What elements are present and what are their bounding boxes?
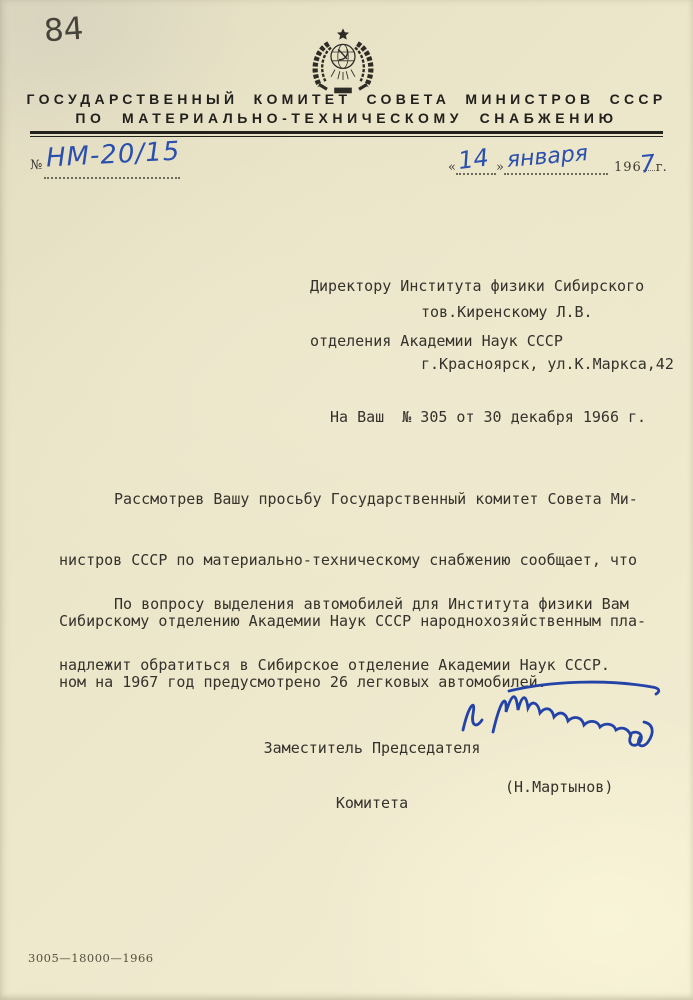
recipient-person: тов.Киренскому Л.В. [421, 303, 593, 321]
date-close-quote: » [495, 160, 504, 175]
letterhead-line2: ПО МАТЕРИАЛЬНО-ТЕХНИЧЕСКОМУ СНАБЖЕНИЮ [75, 110, 618, 126]
date-day-dotted-line [456, 143, 496, 175]
print-code: 3005—18000—1966 [28, 951, 154, 965]
recipient-address: г.Красноярск, ул.К.Маркса,42 [421, 355, 674, 373]
body-p1-line3: Сибирскому отделению Академии Наук СССР народнохозяйственным пла- [59, 612, 646, 630]
date-year-printed [613, 149, 658, 179]
date-month-dotted-line [504, 141, 608, 175]
archival-number-handwritten: 84 [42, 10, 85, 50]
date-open-quote: « [448, 160, 456, 175]
body-p1-line1: Рассмотрев Вашу просьбу Государственный комитет Совета Ми- [114, 490, 638, 508]
letterhead-rule [30, 131, 663, 137]
reference-number-label: № [30, 158, 43, 173]
signer-name: (Н.Мартынов) [505, 778, 614, 796]
date-day-handwritten: 14 [456, 143, 491, 175]
signature-ink [455, 672, 677, 756]
signer-title-line1: Заместитель Председателя [263, 739, 481, 757]
star-icon [337, 28, 349, 39]
signer-title [258, 703, 486, 831]
body-p2-line2: надлежит обратиться в Сибирское отделение Академии Наук СССР. [59, 656, 610, 674]
date-year-suffix: г. [655, 160, 667, 175]
reference-number-handwritten: НМ-20/15 [45, 136, 181, 174]
recipient-line1: Директору Института физики Сибирского [310, 277, 645, 295]
reference-dotted-line [44, 176, 180, 179]
letterhead [18, 90, 675, 128]
body-p1-line2: нистров СССР по материально-техническому снабжению сообщает, что [59, 551, 637, 569]
recipient-line2: отделения Академии Наук СССР [310, 332, 563, 350]
date-month-handwritten: января [505, 141, 589, 173]
body-p1-line4: ном на 1967 год предусмотрено 26 легковых автомобилей. [59, 673, 547, 691]
subject-line: На Ваш № 305 от 30 декабря 1966 г. [330, 408, 647, 426]
date-year-prefix: 196 [613, 160, 642, 175]
date-line [448, 141, 667, 179]
date-year-digit-handwritten: 7 [638, 149, 658, 179]
body-p2-line1: По вопросу выделения автомобилей для Института физики Вам [114, 595, 629, 613]
letterhead-line1: ГОСУДАРСТВЕННЫЙ КОМИТЕТ СОВЕТА МИНИСТРОВ СССР [26, 91, 667, 107]
signer-title-line2: Комитета [335, 794, 409, 812]
